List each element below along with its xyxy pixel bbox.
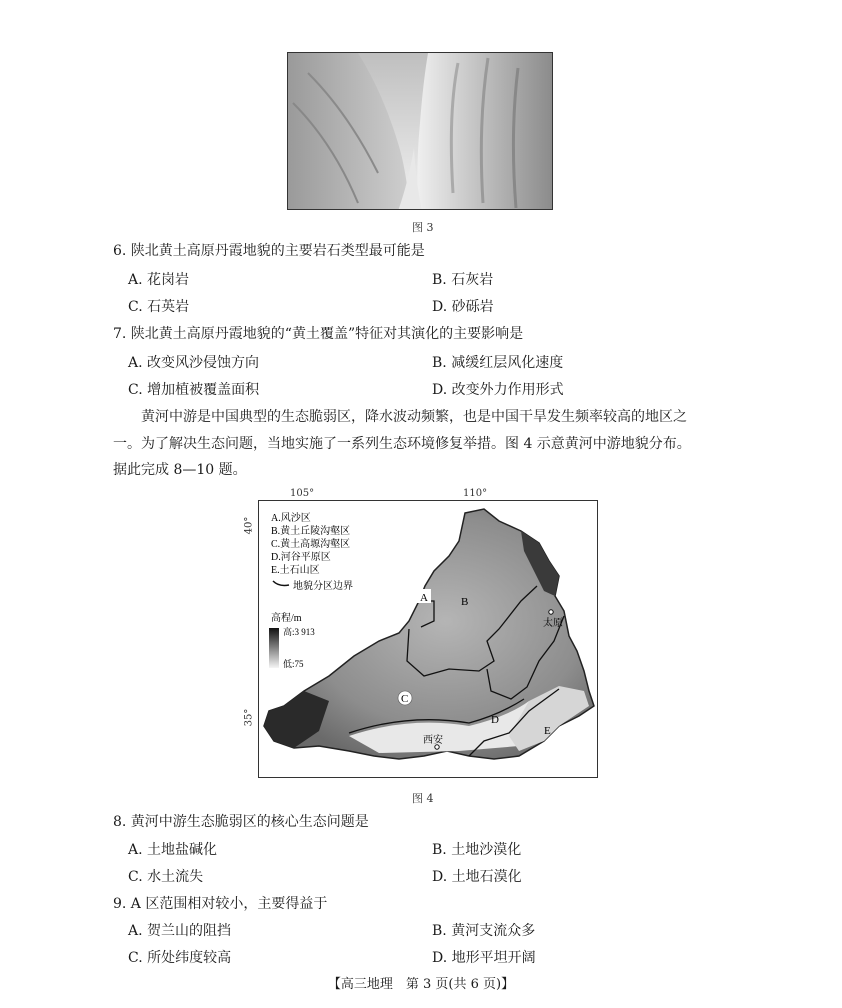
q9-option-d[interactable]: D. 地形平坦开阔 bbox=[432, 950, 536, 966]
figure3-caption: 图 3 bbox=[412, 221, 434, 234]
region-label-e: E bbox=[544, 725, 551, 737]
elevation-title: 高程/m bbox=[271, 613, 302, 624]
figure4-caption: 图 4 bbox=[412, 792, 434, 805]
legend-item-c: C.黄土高塬沟壑区 bbox=[271, 539, 351, 550]
region-label-b: B bbox=[461, 596, 469, 608]
q9-option-c[interactable]: C. 所处纬度较高 bbox=[128, 950, 232, 966]
q6-option-b[interactable]: B. 石灰岩 bbox=[432, 272, 494, 288]
canyon-photo bbox=[287, 52, 553, 210]
lat-label-35: 35° bbox=[243, 708, 255, 727]
q6-option-a[interactable]: A. 花岗岩 bbox=[128, 272, 190, 288]
region-label-d: D bbox=[491, 714, 499, 726]
question-6-stem: 6. 陕北黄土高原丹霞地貌的主要岩石类型最可能是 bbox=[113, 243, 425, 259]
legend-item-e: E.土石山区 bbox=[271, 565, 320, 576]
region-label-c: C bbox=[401, 693, 409, 705]
legend-item-a: A.风沙区 bbox=[271, 513, 311, 524]
q7-option-b[interactable]: B. 减缓红层风化速度 bbox=[432, 355, 564, 371]
q9-option-a[interactable]: A. 贺兰山的阻挡 bbox=[128, 923, 232, 939]
legend-item-b: B.黄土丘陵沟壑区 bbox=[271, 526, 351, 537]
question-7-stem: 7. 陕北黄土高原丹霞地貌的“黄土覆盖”特征对其演化的主要影响是 bbox=[113, 326, 524, 342]
q8-option-c[interactable]: C. 水土流失 bbox=[128, 869, 204, 885]
lon-label-110: 110° bbox=[463, 488, 488, 499]
q7-option-a[interactable]: A. 改变风沙侵蚀方向 bbox=[128, 355, 260, 371]
lon-label-105: 105° bbox=[290, 488, 315, 499]
q6-option-d[interactable]: D. 砂砾岩 bbox=[432, 299, 494, 315]
elevation-high: 高:3 913 bbox=[283, 627, 315, 637]
region-label-a: A bbox=[420, 592, 428, 604]
question-8-stem: 8. 黄河中游生态脆弱区的核心生态问题是 bbox=[113, 814, 369, 830]
legend-item-d: D.河谷平原区 bbox=[271, 552, 331, 563]
legend-boundary: 地貌分区边界 bbox=[293, 581, 353, 592]
q8-option-a[interactable]: A. 土地盐碱化 bbox=[128, 842, 218, 858]
elevation-colorbar bbox=[269, 628, 279, 668]
q7-option-d[interactable]: D. 改变外力作用形式 bbox=[432, 382, 564, 398]
q9-option-b[interactable]: B. 黄河支流众多 bbox=[432, 923, 536, 939]
taiyuan-marker bbox=[549, 610, 553, 614]
passage-line-1: 黄河中游是中国典型的生态脆弱区，降水波动频繁，也是中国干旱发生频率较高的地区之 bbox=[141, 409, 687, 425]
passage-line-2: 一。为了解决生态问题，当地实施了一系列生态环境修复举措。图 4 示意黄河中游地貌分布。 bbox=[113, 436, 691, 452]
q8-option-d[interactable]: D. 土地石漠化 bbox=[432, 869, 522, 885]
elevation-low: 低:75 bbox=[283, 659, 304, 669]
page-footer: 【高三地理 第 3 页(共 6 页)】 bbox=[327, 977, 515, 992]
landform-map bbox=[258, 500, 598, 778]
q8-option-b[interactable]: B. 土地沙漠化 bbox=[432, 842, 522, 858]
city-xian: 西安 bbox=[423, 735, 443, 746]
city-taiyuan: 太原 bbox=[543, 618, 563, 629]
q7-option-c[interactable]: C. 增加植被覆盖面积 bbox=[128, 382, 260, 398]
q6-option-c[interactable]: C. 石英岩 bbox=[128, 299, 190, 315]
lat-label-40: 40° bbox=[243, 516, 255, 535]
question-9-stem: 9. A 区范围相对较小，主要得益于 bbox=[113, 896, 328, 912]
passage-line-3: 据此完成 8—10 题。 bbox=[113, 462, 247, 478]
